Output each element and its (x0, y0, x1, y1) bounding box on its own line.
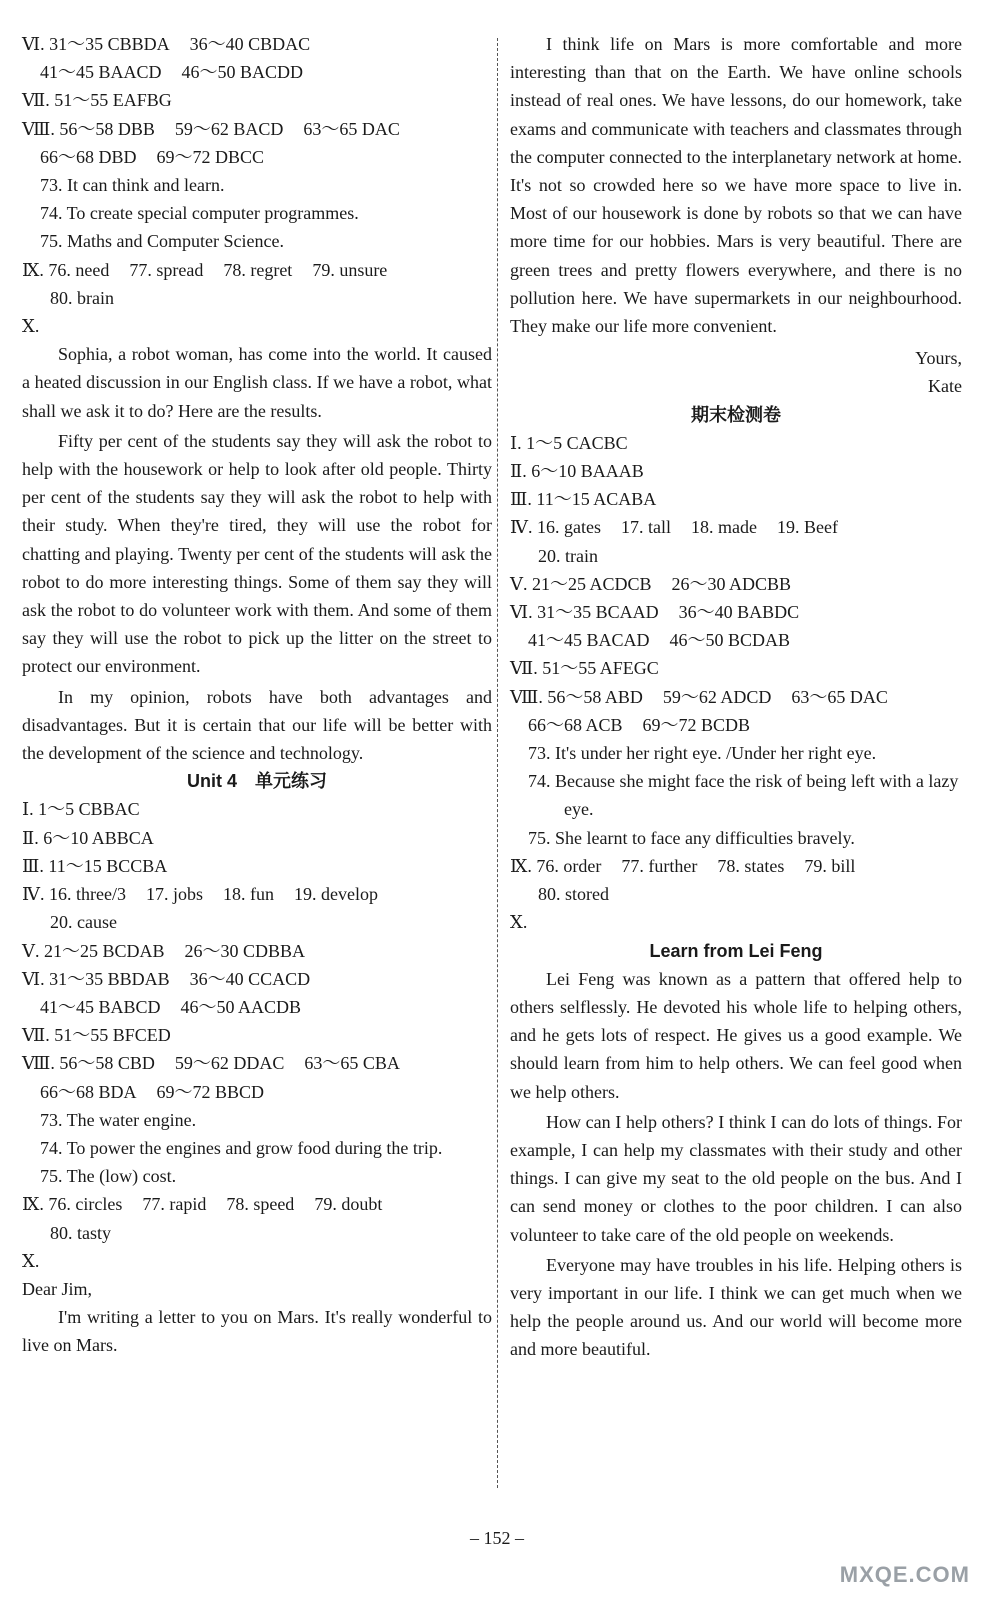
answer-row: 80. brain (50, 287, 114, 308)
answer-row: Ⅵ. 31～35 BCAAD 36～40 BABDC (510, 602, 800, 623)
answer-row: Ⅶ. 51～55 AFEGC (510, 658, 659, 679)
essay-paragraph: In my opinion, robots have both advantages and disadvantages. But it is certain that our life will be better with the development of the science and technology. (22, 686, 492, 764)
answer-row: Ⅰ. 1～5 CBBAC (22, 799, 140, 820)
essay-paragraph: Everyone may have troubles in his life. Helping others is very important in our life. I think we can get much when we help the people around us. And our world will become more and more beautiful. (510, 1254, 962, 1360)
essay-paragraph: How can I help others? I think I can do lots of things. For example, I can help my classmates with their study and other things. I can give my seat to the old people on the bus. And I can send money or clothes to the poor children. I can also volunteer to take care of the old people on weekends. (510, 1111, 962, 1245)
answer-row: Ⅷ. 56～58 ABD 59～62 ADCD 63～65 DAC (510, 686, 888, 707)
answer-row: Ⅵ. 31～35 CBBDA 36～40 CBDAC (22, 34, 311, 54)
answer-row: Ⅸ. 76. circles 77. rapid 78. speed 79. doubt (22, 1194, 383, 1215)
answer-row: Ⅲ. 11～15 ACABA (510, 489, 657, 510)
answer-row: 80. stored (538, 884, 609, 905)
column-divider (497, 38, 498, 1488)
letter-greeting: Dear Jim, (22, 1278, 92, 1299)
answer-row: Ⅷ. 56～58 DBB 59～62 BACD 63～65 DAC (22, 118, 400, 139)
letter-signature: Kate (928, 376, 962, 397)
right-column (510, 30, 962, 1364)
essay-paragraph: Lei Feng was known as a pattern that offered help to others selflessly. He devoted his whole life to helping others, and he gets lots of respect. He gives us a good example. We should learn from him to help others. We can feel good when we help others. (510, 968, 962, 1102)
answer-row: Ⅰ. 1～5 CACBC (510, 432, 628, 453)
answer-row: 75. She learnt to face any difficulties bravely. (528, 827, 855, 848)
answer-row: Ⅴ. 21～25 ACDCB 26～30 ADCBB (510, 573, 792, 594)
answer-row: 41～45 BABCD 46～50 AACDB (40, 996, 302, 1017)
answer-row: 66～68 DBD 69～72 DBCC (40, 146, 265, 167)
answer-row: 73. The water engine. (40, 1109, 197, 1130)
essay-paragraph: Sophia, a robot woman, has come into the world. It caused a heated discussion in our English class. If we have a robot, what shall we ask it to do? Here are the results. (22, 344, 492, 421)
answer-row: Ⅶ. 51～55 EAFBG (22, 90, 172, 111)
essay-paragraph: Fifty per cent of the students say they will ask the robot to help with the housework or help to look after old people. Thirty per cent of the students say they will ask the robot to help with their study. When they're tired, they will use the robot for chatting and playing. Twenty per cent of the students will ask the robot to do more interesting things. Some of them say they will ask the robot to do volunteer work with them. And some of them say they will use the robot to pick up the litter on the street to protect our environment. (22, 430, 492, 677)
answer-row: Ⅶ. 51～55 BFCED (22, 1025, 171, 1046)
answer-row: 74. Because she might face the risk of being left with a lazy eye. (528, 771, 959, 820)
answer-row: Ⅳ. 16. gates 17. tall 18. made 19. Beef (510, 517, 838, 538)
answer-row: Ⅸ. 76. need 77. spread 78. regret 79. unsure (22, 259, 388, 280)
watermark-logo: MXQE.COM (839, 1562, 970, 1587)
answer-row: 75. Maths and Computer Science. (40, 231, 284, 252)
answer-row: 20. cause (50, 912, 117, 933)
answer-row: 41～45 BAACD 46～50 BACDD (40, 62, 304, 83)
page-number: – 152 – (470, 1528, 524, 1548)
answer-row: 75. The (low) cost. (40, 1166, 177, 1187)
answer-row: Ⅱ. 6～10 BAAAB (510, 461, 644, 482)
section-label: Ⅹ. (510, 912, 528, 933)
answer-row: 74. To power the engines and grow food during the trip. (40, 1137, 443, 1158)
final-exam-title: 期末检测卷 (691, 404, 781, 425)
essay-title: Learn from Lei Feng (649, 940, 823, 961)
answer-row: Ⅲ. 11～15 BCCBA (22, 855, 168, 876)
section-label: Ⅹ. (22, 1250, 40, 1271)
answer-row: 80. tasty (50, 1222, 111, 1243)
letter-paragraph: I'm writing a letter to you on Mars. It's really wonderful to live on Mars. (22, 1307, 492, 1356)
answer-row: 41～45 BACAD 46～50 BCDAB (528, 630, 791, 651)
left-column (22, 30, 492, 1360)
answer-row: Ⅱ. 6～10 ABBCA (22, 827, 154, 848)
section-label: Ⅹ. (22, 316, 40, 337)
answer-row: Ⅴ. 21～25 BCDAB 26～30 CDBBA (22, 940, 306, 961)
answer-row: 66～68 BDA 69～72 BBCD (40, 1081, 265, 1102)
letter-closing: Yours, (915, 348, 962, 369)
unit-title: Unit 4 单元练习 (186, 771, 327, 792)
answer-row: 73. It can think and learn. (40, 175, 225, 196)
answer-row: Ⅷ. 56～58 CBD 59～62 DDAC 63～65 CBA (22, 1053, 400, 1074)
answer-row: 20. train (538, 545, 598, 566)
answer-row: 66～68 ACB 69～72 BCDB (528, 714, 751, 735)
answer-row: Ⅳ. 16. three/3 17. jobs 18. fun 19. develop (22, 884, 378, 905)
answer-row: 74. To create special computer programmes. (40, 203, 359, 224)
answer-row: Ⅸ. 76. order 77. further 78. states 79. bill (510, 855, 856, 876)
answer-row: Ⅵ. 31～35 BBDAB 36～40 CCACD (22, 968, 311, 989)
answer-row: 73. It's under her right eye. /Under her right eye. (528, 743, 877, 764)
letter-paragraph: I think life on Mars is more comfortable and more interesting than that on the Earth. We have online schools instead of real ones. We have lessons, do our homework, take exams and communicate with teachers and classmates through the computer connected to the interplanetary network at home. It's not so crowded here so we have more space to live in. Most of our housework is done by robots so that we can have more time for our hobbies. Mars is very beautiful. There are green trees and pretty flowers everywhere, and there is no pollution here. We have supermarkets in our neighbourhood. They make our life more convenient. (510, 34, 962, 337)
